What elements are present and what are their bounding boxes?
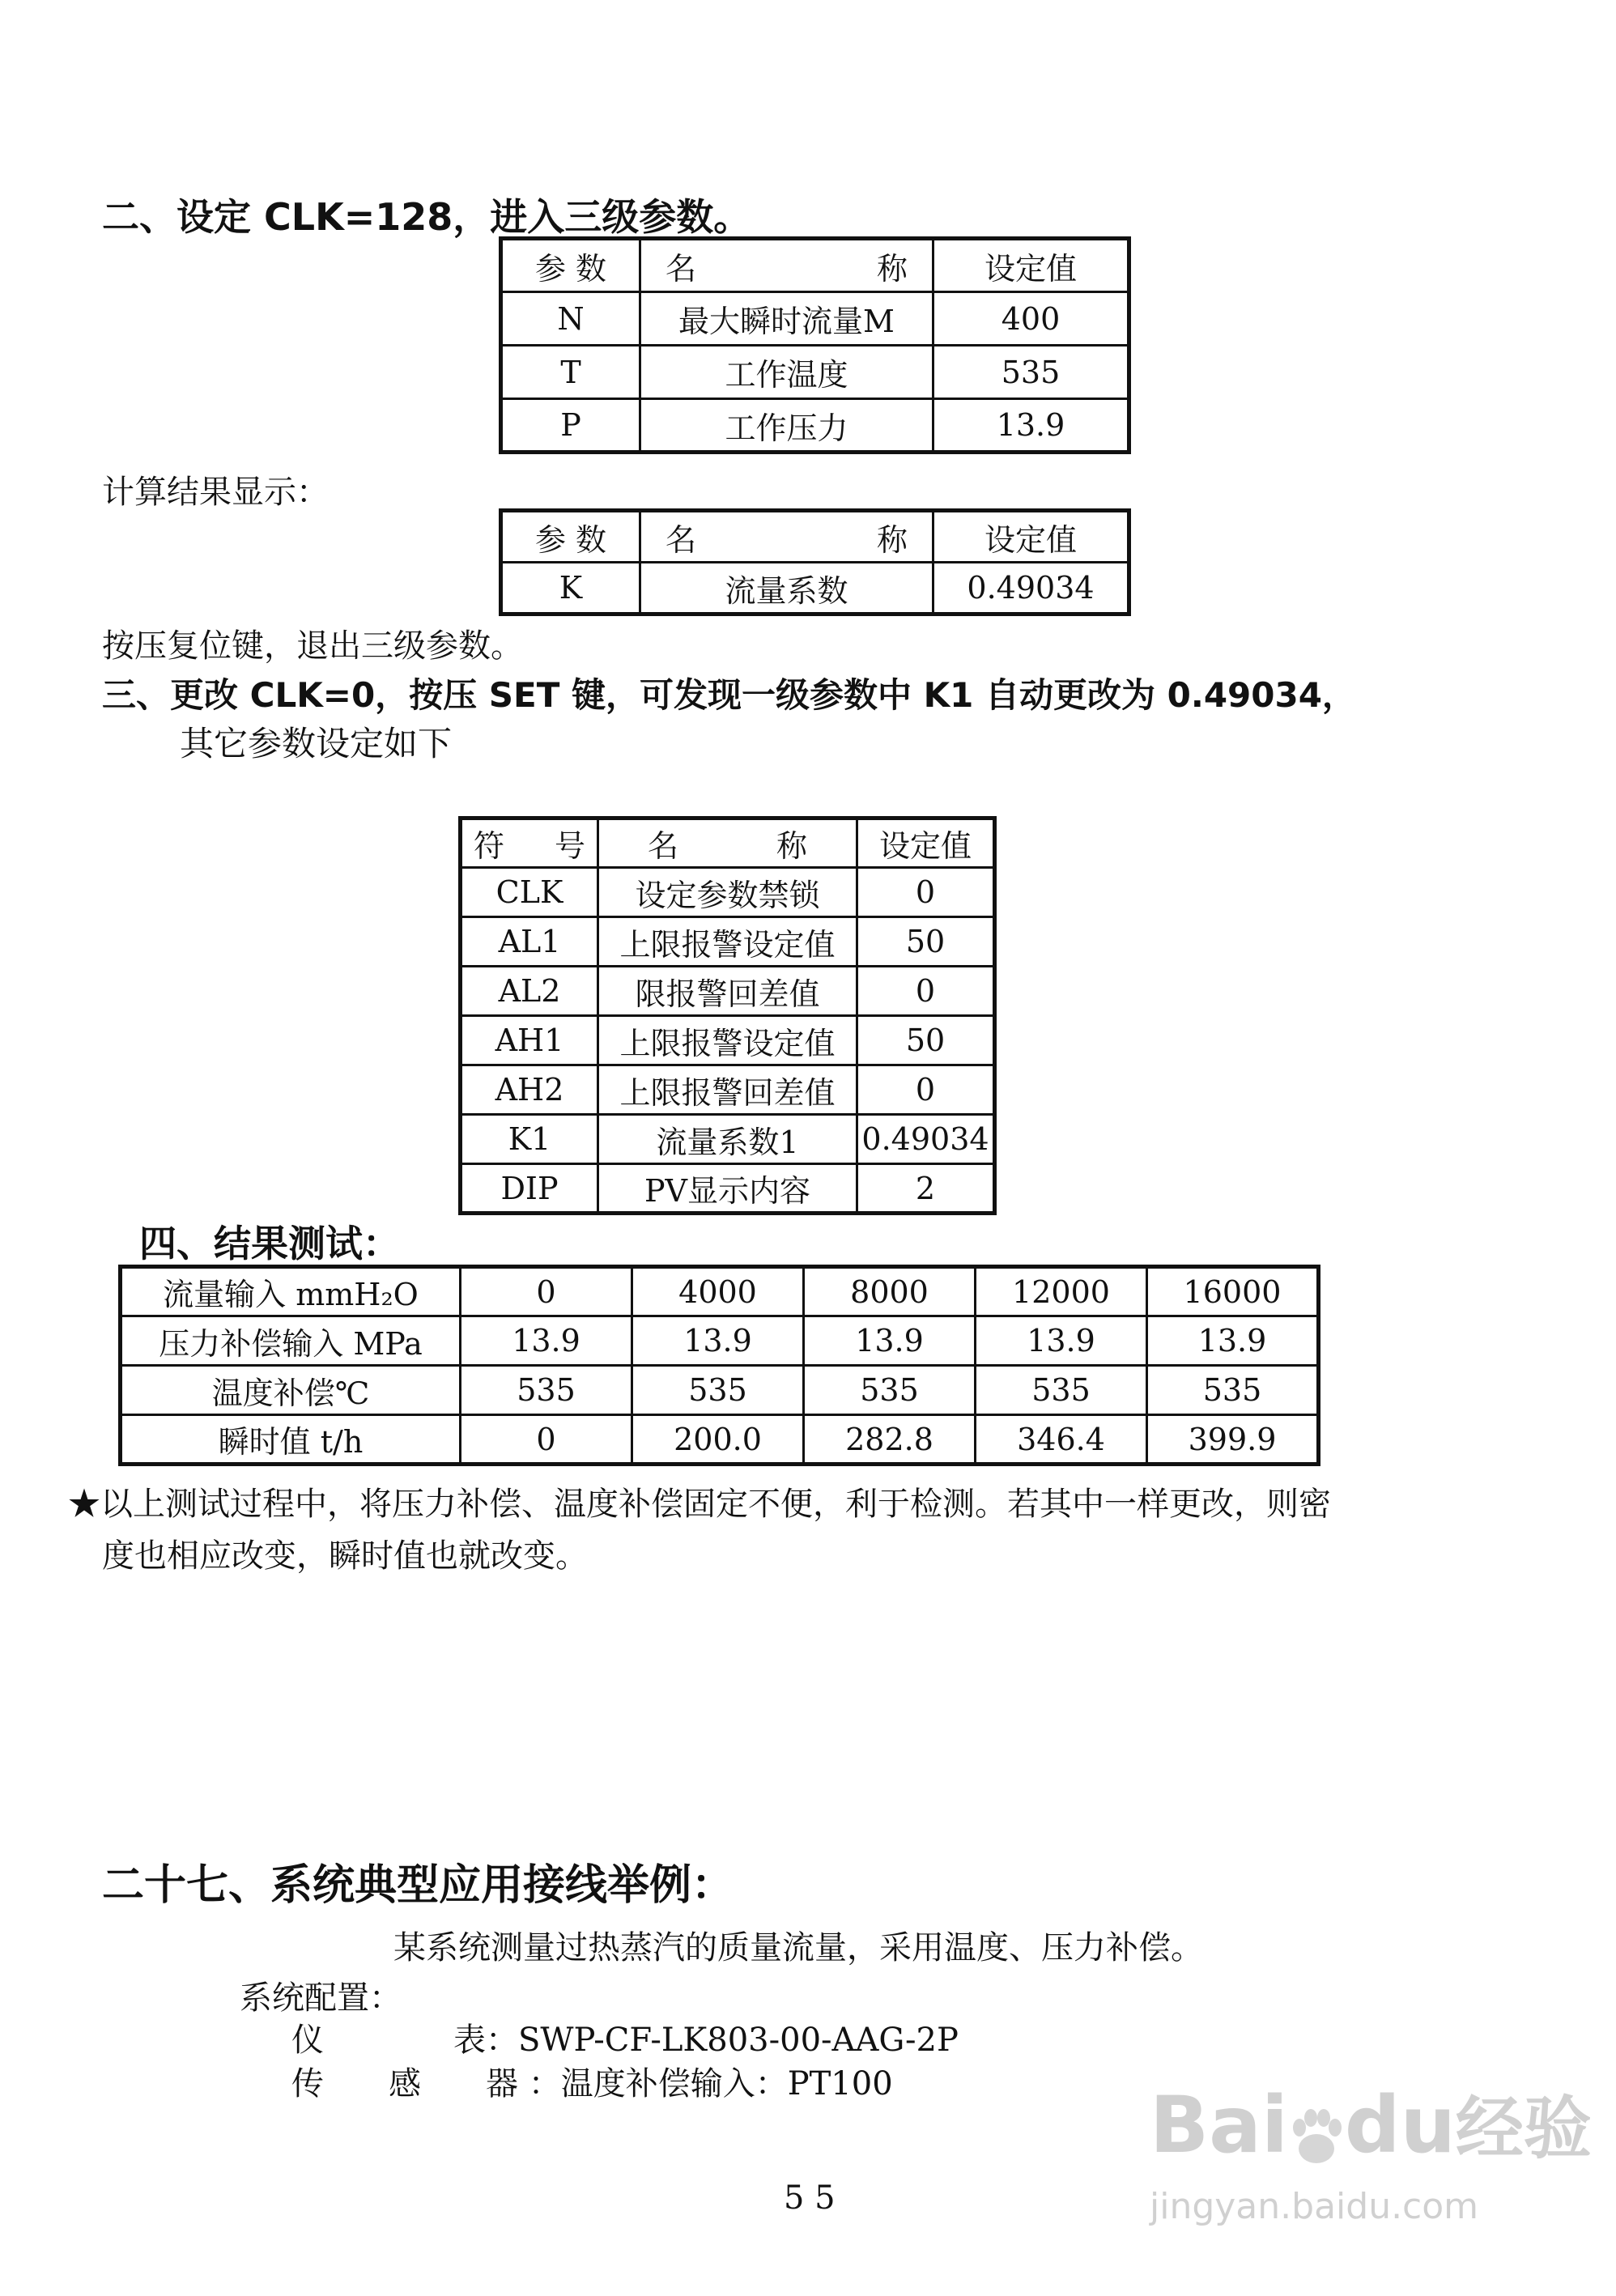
instrument-model: SWP-CF-LK803-00-AAG-2P — [518, 2022, 959, 2059]
watermark-url: jingyan.baidu.com — [1150, 2186, 1479, 2227]
table-row: CLK 设定参数禁锁 0 — [461, 868, 995, 917]
header-cell: 符 号 — [461, 818, 598, 868]
header-cell: 参 数 — [501, 511, 640, 563]
test-note-continued: 度也相应改变，瞬时值也就改变。 — [102, 1537, 588, 1575]
table-row: AL1 上限报警设定值 50 — [461, 917, 995, 967]
level1-params-table — [458, 816, 997, 1215]
baidu-jingyan-watermark — [1150, 2080, 1592, 2259]
table-row: AH1 上限报警设定值 50 — [461, 1016, 995, 1065]
section-heading: 二、设定 CLK=128，进入三级参数。 — [102, 195, 751, 239]
watermark-brand: Bai — [1150, 2080, 1288, 2171]
table-row: AL2 限报警回差值 0 — [461, 967, 995, 1016]
watermark-cn: 经验 — [1455, 2089, 1592, 2168]
sensor-label: 传 感 器 ： — [291, 2065, 561, 2103]
table-row: T 工作温度 535 — [501, 346, 1129, 399]
header-cell: 设定值 — [933, 239, 1129, 292]
test-note: ★以上测试过程中，将压力补偿、温度补偿固定不便，利于检测。若其中一样更改，则密 — [68, 1486, 1331, 1523]
table-row: K1 流量系数1 0.49034 — [461, 1115, 995, 1164]
header-cell: 名 称 — [598, 818, 857, 868]
header-cell: 设定值 — [857, 818, 995, 868]
result-label: 计算结果显示： — [102, 474, 329, 511]
paw-icon — [1288, 2098, 1345, 2163]
section-subheading: 其它参数设定如下 — [180, 724, 453, 763]
table-row: K 流量系数 0.49034 — [501, 563, 1129, 614]
sensor-line — [291, 2058, 893, 2104]
instrument-label: 仪 表： — [291, 2022, 518, 2059]
instrument-line — [291, 2014, 959, 2060]
params-table-level3 — [499, 236, 1131, 454]
table-row: DIP PV显示内容 2 — [461, 1164, 995, 1214]
table-row: 流量输入 mmH₂O 0 4000 8000 12000 16000 — [121, 1267, 1319, 1316]
header-cell: 设定值 — [933, 511, 1129, 563]
section-heading: 三、更改 CLK=0，按压 SET 键，可发现一级参数中 K1 自动更改为 0.49034， — [102, 675, 1356, 715]
sensor-value: 温度补偿输入：PT100 — [560, 2065, 893, 2103]
table-row: 瞬时值 t/h 0 200.0 282.8 346.4 399.9 — [121, 1415, 1319, 1465]
header-cell: 参 数 — [501, 239, 640, 292]
header-cell: 名 称 — [640, 239, 933, 292]
table-row: AH2 上限报警回差值 0 — [461, 1065, 995, 1115]
table-row: 温度补偿℃ 535 535 535 535 535 — [121, 1366, 1319, 1415]
config-label: 系统配置： — [240, 1979, 402, 2017]
table-row: N 最大瞬时流量M 400 — [501, 292, 1129, 346]
chapter-heading: 二十七、系统典型应用接线举例： — [102, 1861, 734, 1910]
watermark-brand-suffix: du — [1344, 2080, 1456, 2171]
section-heading: 四、结果测试： — [139, 1222, 400, 1265]
table-row: 压力补偿输入 MPa 13.9 13.9 13.9 13.9 13.9 — [121, 1316, 1319, 1366]
exit-note: 按压复位键，退出三级参数。 — [102, 627, 523, 665]
page-number: 5 5 — [784, 2179, 836, 2217]
table-row: P 工作压力 13.9 — [501, 399, 1129, 453]
test-results-table — [118, 1265, 1320, 1466]
header-cell: 名 称 — [640, 511, 933, 563]
result-table — [499, 508, 1131, 616]
system-intro: 某系统测量过热蒸汽的质量流量，采用温度、压力补偿。 — [393, 1929, 1203, 1966]
